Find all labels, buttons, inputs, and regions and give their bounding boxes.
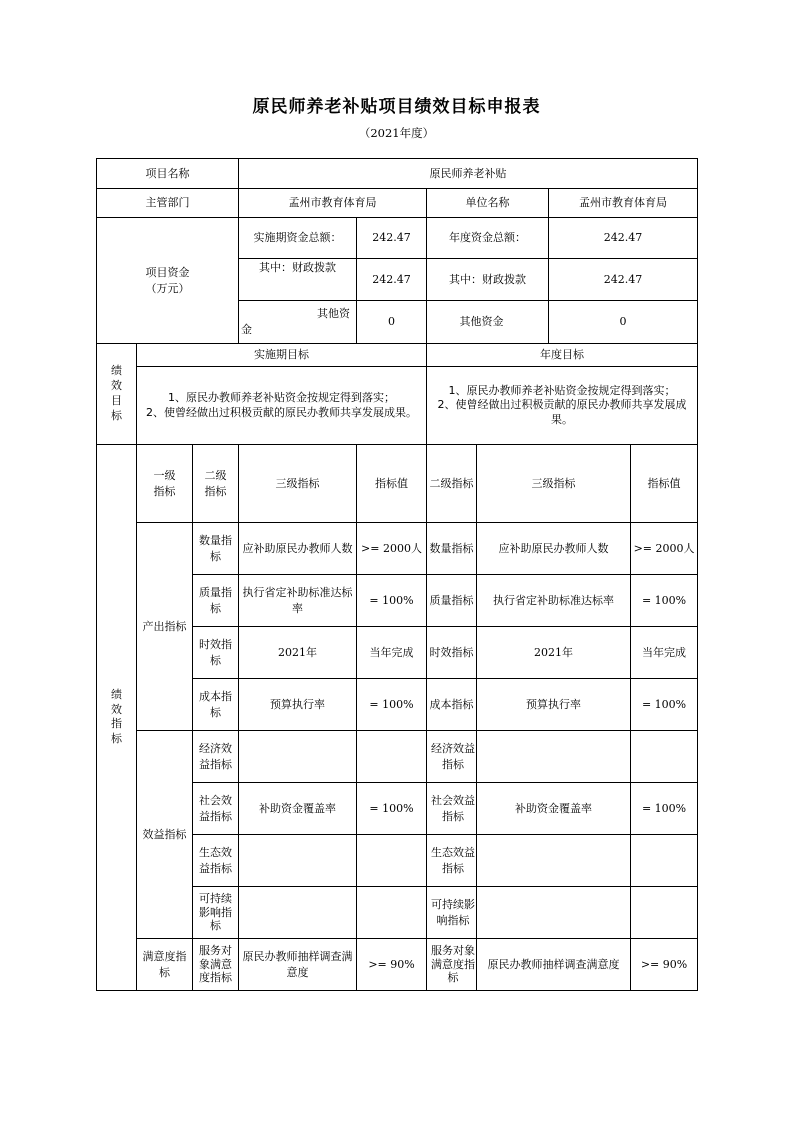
level2-annual-cell: 时效指标 xyxy=(427,627,477,679)
value-annual-cell xyxy=(631,731,698,783)
unit-name-value: 孟州市教育体育局 xyxy=(549,189,698,218)
value-cell: = 100% xyxy=(357,575,427,627)
level2-cell: 经济效益指标 xyxy=(193,731,239,783)
value-annual-cell: = 100% xyxy=(631,679,698,731)
annual-goal-text xyxy=(427,367,698,445)
department-row xyxy=(97,189,698,218)
unit-name-label: 单位名称 xyxy=(427,189,549,218)
level2-cell: 质量指标 xyxy=(193,575,239,627)
level3-cell xyxy=(239,731,357,783)
level2-cell: 成本指标 xyxy=(193,679,239,731)
value-annual-cell: = 100% xyxy=(631,575,698,627)
indicator-row xyxy=(97,523,698,575)
period-other-label-a: 其他资 xyxy=(317,307,351,321)
header-level1: 一级指标 xyxy=(137,445,193,523)
performance-goal-form xyxy=(96,158,698,991)
period-goal-line2: 2、使曾经做出过积极贡献的原民办教师共享发展成果。 xyxy=(146,405,417,419)
level3-annual-cell xyxy=(477,835,631,887)
level2-annual-cell: 生态效益指标 xyxy=(427,835,477,887)
annual-fiscal-label: 其中：财政拨款 xyxy=(427,259,549,301)
annual-other-label: 其他资金 xyxy=(427,301,549,344)
level3-cell: 补助资金覆盖率 xyxy=(239,783,357,835)
period-goal-header: 实施期目标 xyxy=(137,344,427,367)
benefit-group-label: 效益指标 xyxy=(137,731,193,939)
level2-cell: 数量指标 xyxy=(193,523,239,575)
annual-total-value: 242.47 xyxy=(549,218,698,259)
value-annual-cell: >= 90% xyxy=(631,939,698,991)
level3-annual-cell xyxy=(477,887,631,939)
department-label: 主管部门 xyxy=(97,189,239,218)
period-fiscal-value: 242.47 xyxy=(357,259,427,301)
level3-cell xyxy=(239,887,357,939)
header-level2: 二级指标 xyxy=(193,445,239,523)
project-name-value: 原民师养老补贴 xyxy=(239,159,698,189)
level2-annual-cell: 数量指标 xyxy=(427,523,477,575)
value-annual-cell: = 100% xyxy=(631,783,698,835)
output-group-label: 产出指标 xyxy=(137,523,193,731)
level3-cell: 原民办教师抽样调查满意度 xyxy=(239,939,357,991)
level3-annual-cell: 补助资金覆盖率 xyxy=(477,783,631,835)
value-cell xyxy=(357,835,427,887)
department-value: 孟州市教育体育局 xyxy=(239,189,427,218)
value-cell: = 100% xyxy=(357,783,427,835)
level2-cell: 时效指标 xyxy=(193,627,239,679)
level3-annual-cell: 预算执行率 xyxy=(477,679,631,731)
annual-total-label: 年度资金总额： xyxy=(427,218,549,259)
level2-annual-cell: 经济效益指标 xyxy=(427,731,477,783)
goals-side-label-text: 绩效目标 xyxy=(111,364,122,422)
report-year: （2021年度） xyxy=(358,126,435,140)
level3-annual-cell: 执行省定补助标准达标率 xyxy=(477,575,631,627)
page-title: 原民师养老补贴项目绩效目标申报表 xyxy=(252,97,541,117)
value-cell xyxy=(357,887,427,939)
goals-content-row xyxy=(97,367,698,445)
period-other-value: 0 xyxy=(357,301,427,344)
period-goal-text xyxy=(137,367,427,445)
project-name-row xyxy=(97,159,698,189)
period-total-label: 实施期资金总额： xyxy=(239,218,357,259)
satisfaction-group-label: 满意度指标 xyxy=(137,939,193,991)
header-level2-annual: 二级指标 xyxy=(427,445,477,523)
indicators-side-label-text: 绩效指标 xyxy=(111,687,122,746)
header-value: 指标值 xyxy=(357,445,427,523)
level3-annual-cell: 2021年 xyxy=(477,627,631,679)
annual-fiscal-value: 242.47 xyxy=(549,259,698,301)
level3-cell: 应补助原民办教师人数 xyxy=(239,523,357,575)
funds-total-row xyxy=(97,218,698,259)
level2-annual-cell: 成本指标 xyxy=(427,679,477,731)
annual-goal-line1: 1、原民办教师养老补贴资金按规定得到落实； xyxy=(448,384,676,398)
indicators-header-row xyxy=(97,445,698,523)
level3-cell: 执行省定补助标准达标率 xyxy=(239,575,357,627)
level2-cell: 可持续影响指标 xyxy=(193,887,239,939)
period-goal-line1: 1、原民办教师养老补贴资金按规定得到落实； xyxy=(168,391,395,405)
value-annual-cell xyxy=(631,835,698,887)
level2-annual-cell: 社会效益指标 xyxy=(427,783,477,835)
level3-cell: 2021年 xyxy=(239,627,357,679)
annual-other-value: 0 xyxy=(549,301,698,344)
goals-side-label xyxy=(97,344,137,445)
value-annual-cell: >= 2000人 xyxy=(631,523,698,575)
level3-annual-cell: 原民办教师抽样调查满意度 xyxy=(477,939,631,991)
period-total-value: 242.47 xyxy=(357,218,427,259)
indicator-row xyxy=(97,939,698,991)
goals-header-row xyxy=(97,344,698,367)
value-cell: = 100% xyxy=(357,679,427,731)
funds-label-line2: （万元） xyxy=(145,281,190,295)
level3-annual-cell xyxy=(477,731,631,783)
level3-cell xyxy=(239,835,357,887)
level2-annual-cell: 可持续影响指标 xyxy=(427,887,477,939)
value-cell: >= 2000人 xyxy=(357,523,427,575)
indicators-side-label xyxy=(97,445,137,991)
value-annual-cell: 当年完成 xyxy=(631,627,698,679)
value-cell: 当年完成 xyxy=(357,627,427,679)
funds-label xyxy=(97,218,239,344)
project-name-label: 项目名称 xyxy=(97,159,239,189)
level2-cell: 生态效益指标 xyxy=(193,835,239,887)
funds-label-line1: 项目资金 xyxy=(145,265,190,279)
level2-cell: 社会效益指标 xyxy=(193,783,239,835)
level2-annual-cell: 质量指标 xyxy=(427,575,477,627)
annual-goal-line2: 2、使曾经做出过积极贡献的原民办教师共享发展成果。 xyxy=(437,398,687,426)
period-other-label xyxy=(239,301,357,344)
annual-goal-header: 年度目标 xyxy=(427,344,698,367)
header-value-annual: 指标值 xyxy=(631,445,698,523)
level2-cell: 服务对象满意度指标 xyxy=(193,939,239,991)
level3-cell: 预算执行率 xyxy=(239,679,357,731)
level3-annual-cell: 应补助原民办教师人数 xyxy=(477,523,631,575)
header-level3-annual: 三级指标 xyxy=(477,445,631,523)
period-other-label-b: 金 xyxy=(241,323,253,336)
header-level3: 三级指标 xyxy=(239,445,357,523)
level2-annual-cell: 服务对象满意度指标 xyxy=(427,939,477,991)
value-cell xyxy=(357,731,427,783)
indicator-row xyxy=(97,731,698,783)
value-cell: >= 90% xyxy=(357,939,427,991)
value-annual-cell xyxy=(631,887,698,939)
period-fiscal-label: 其中：财政拨款 xyxy=(239,259,357,301)
